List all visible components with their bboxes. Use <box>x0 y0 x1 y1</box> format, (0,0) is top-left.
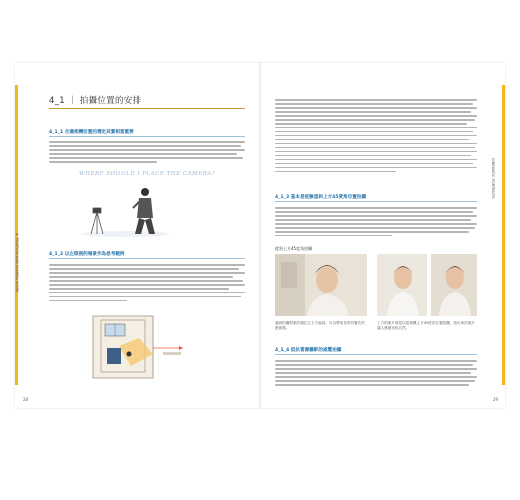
body-text <box>275 99 477 175</box>
chapter-rule <box>49 108 245 109</box>
right-side-label: CINEMATIC PORTRAITS <box>491 158 495 199</box>
section-heading: 4_1_4 抵抗著源攝影的威覺拍攝 <box>275 348 342 353</box>
page-number: 28 <box>23 397 29 402</box>
section-heading: 4_1_1 合適相機位置的選定其實相當重要 <box>49 130 134 135</box>
room-diagram <box>83 308 203 386</box>
portrait-photo-large <box>275 254 367 316</box>
section-rule <box>49 258 245 259</box>
right-page <box>261 63 505 408</box>
window-frame-icon <box>105 324 125 336</box>
portrait-photo-third <box>431 254 477 316</box>
photo-label: 從斜上方45度角拍攝 <box>275 246 313 251</box>
right-edge-bar <box>502 85 505 385</box>
section-rule <box>275 201 477 202</box>
body-text <box>49 264 245 304</box>
left-page <box>15 63 259 408</box>
body-text <box>49 141 245 165</box>
photographer-illustration <box>75 178 175 240</box>
section-rule <box>49 136 245 137</box>
photo-caption: 讓被拍攝對象的頭往左上方偏斜。可以帶來非常有層次的畫面感。 <box>275 321 365 330</box>
book-spread <box>15 63 505 408</box>
tripod-icon <box>91 208 103 234</box>
photo-caption: 上方的照片環是以從相機上方45度的位置拍攝，拍出來的照片讓人感覺比較自然。 <box>377 321 476 330</box>
body-text <box>275 207 477 239</box>
body-text <box>275 360 477 388</box>
illustration-caption: WHERE SHOULD I PLACE THE CAMERA? <box>79 171 216 177</box>
portrait-photo-small <box>377 254 427 316</box>
left-side-label: 4. POSITION AND CAMERA WORK <box>15 233 19 293</box>
chapter-title: 4_1 ｜ 拍攝位置的安排 <box>49 96 142 106</box>
page-number: 29 <box>493 397 499 402</box>
section-rule <box>275 354 477 355</box>
section-heading: 4_1_2 以左眼視的場景作為思考範例 <box>49 252 125 257</box>
photographer-figure-icon <box>133 188 155 234</box>
section-heading: 4_1_3 基本是從臉蛋斜上方45度角位置拍攝 <box>275 195 367 200</box>
